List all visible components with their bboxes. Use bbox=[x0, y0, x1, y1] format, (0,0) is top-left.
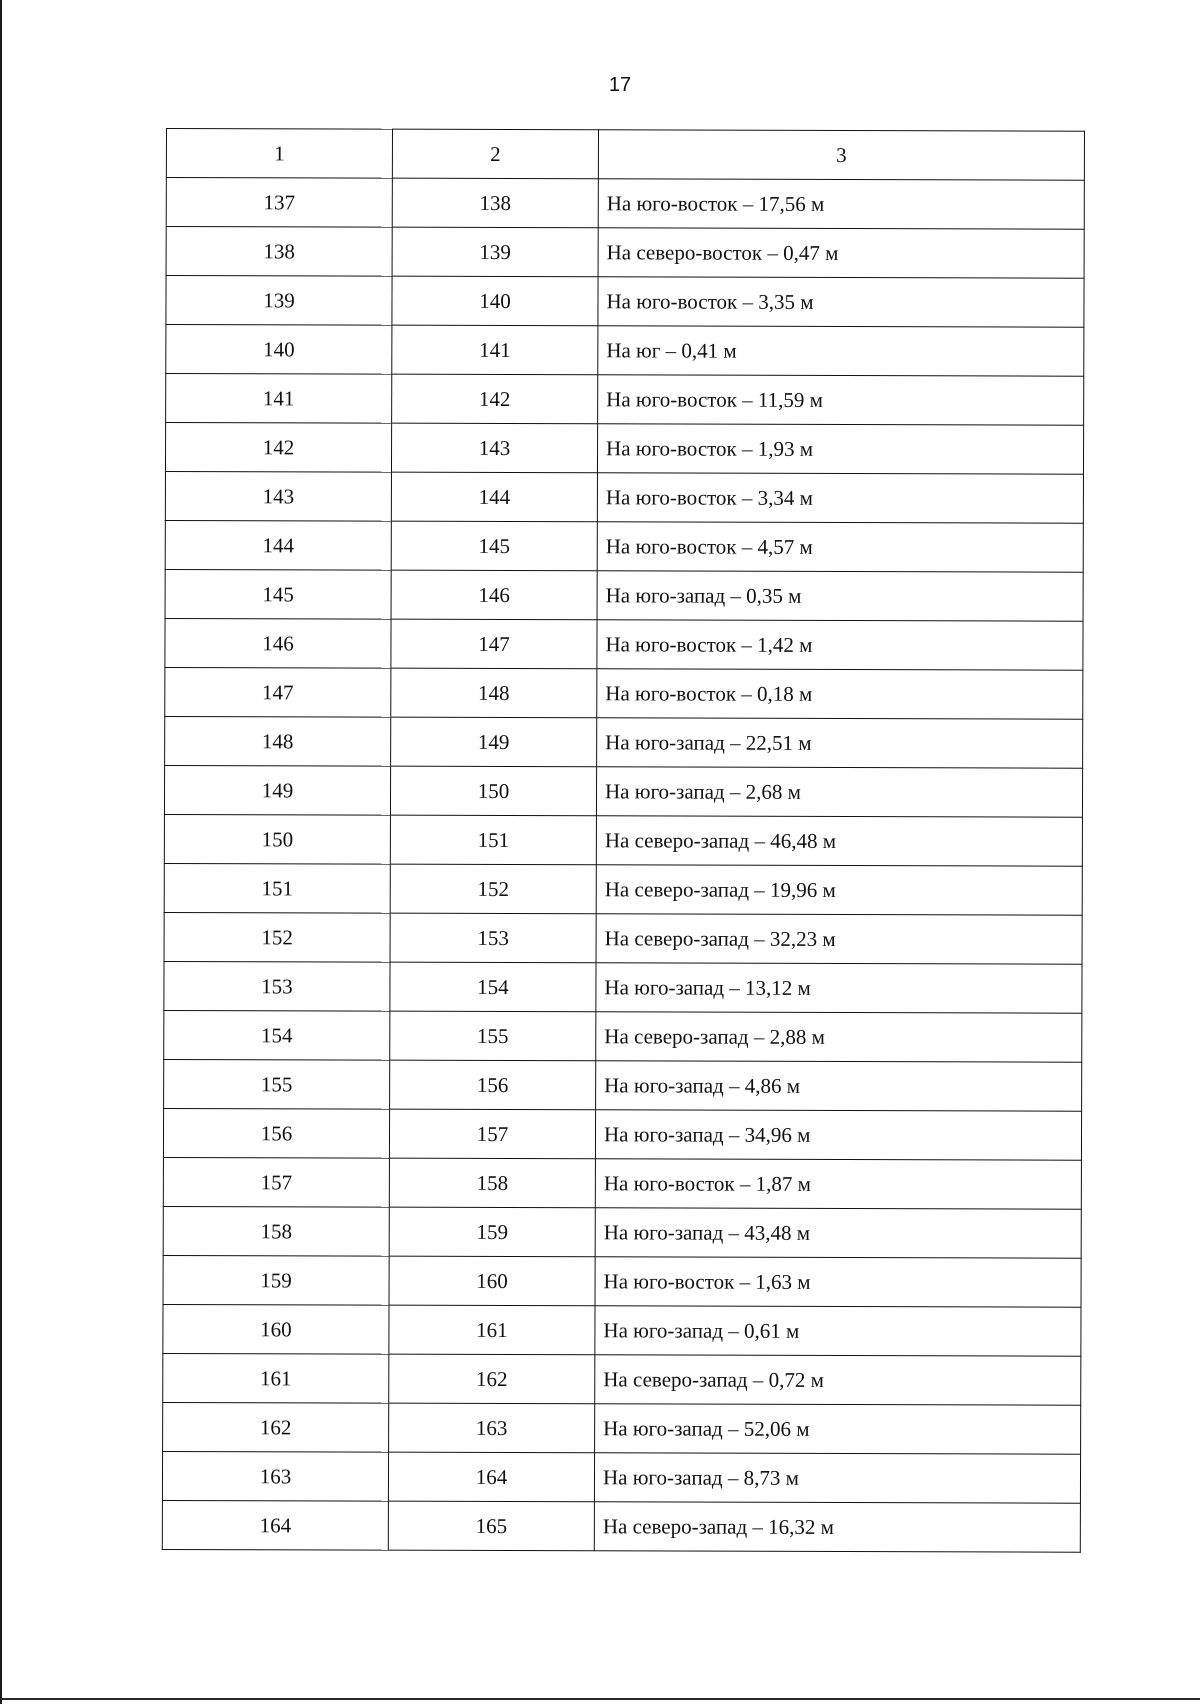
to-point-cell: 157 bbox=[389, 1109, 595, 1159]
direction-distance-cell: На юго-запад – 0,35 м bbox=[597, 571, 1083, 621]
direction-distance-cell: На юг – 0,41 м bbox=[598, 326, 1084, 376]
to-point-cell: 143 bbox=[391, 423, 597, 473]
to-point-cell: 146 bbox=[391, 570, 597, 620]
from-point-cell: 154 bbox=[164, 1010, 390, 1060]
table-row bbox=[166, 325, 1084, 377]
to-point-cell: 148 bbox=[391, 668, 597, 718]
from-point-cell: 145 bbox=[165, 569, 391, 619]
header-col-3: 3 bbox=[598, 130, 1084, 180]
table-row bbox=[163, 1157, 1081, 1209]
direction-distance-cell: На северо-запад – 32,23 м bbox=[596, 914, 1082, 964]
table-row bbox=[163, 1353, 1081, 1405]
from-point-cell: 149 bbox=[164, 765, 390, 815]
to-point-cell: 141 bbox=[392, 325, 598, 375]
table-row bbox=[164, 863, 1082, 915]
scan-edge-bottom bbox=[0, 1698, 1200, 1700]
direction-distance-cell: На юго-восток – 17,56 м bbox=[598, 179, 1084, 229]
from-point-cell: 138 bbox=[166, 227, 392, 277]
direction-distance-cell: На юго-запад – 13,12 м bbox=[596, 963, 1082, 1013]
to-point-cell: 149 bbox=[391, 717, 597, 767]
direction-distance-cell: На юго-восток – 1,93 м bbox=[597, 424, 1083, 474]
from-point-cell: 151 bbox=[164, 863, 390, 913]
from-point-cell: 140 bbox=[166, 325, 392, 375]
from-point-cell: 137 bbox=[166, 178, 392, 228]
to-point-cell: 144 bbox=[391, 472, 597, 522]
direction-distance-cell: На северо-запад – 46,48 м bbox=[596, 816, 1082, 866]
header-row bbox=[166, 129, 1084, 181]
table-row bbox=[163, 1304, 1081, 1356]
direction-distance-cell: На юго-запад – 4,86 м bbox=[596, 1061, 1082, 1111]
from-point-cell: 152 bbox=[164, 912, 390, 962]
header-col-1: 1 bbox=[166, 129, 392, 179]
to-point-cell: 153 bbox=[390, 913, 596, 963]
to-point-cell: 152 bbox=[390, 864, 596, 914]
to-point-cell: 145 bbox=[391, 521, 597, 571]
table-row bbox=[163, 1402, 1081, 1454]
table-row bbox=[165, 520, 1083, 572]
direction-distance-cell: На юго-запад – 52,06 м bbox=[595, 1404, 1081, 1454]
from-point-cell: 142 bbox=[165, 423, 391, 473]
to-point-cell: 159 bbox=[389, 1207, 595, 1257]
table-row bbox=[163, 1108, 1081, 1160]
from-point-cell: 141 bbox=[166, 374, 392, 424]
boundary-table bbox=[162, 128, 1085, 1553]
from-point-cell: 148 bbox=[165, 716, 391, 766]
table-row bbox=[164, 765, 1082, 817]
direction-distance-cell: На юго-запад – 43,48 м bbox=[595, 1208, 1081, 1258]
from-point-cell: 139 bbox=[166, 276, 392, 326]
to-point-cell: 160 bbox=[389, 1256, 595, 1306]
from-point-cell: 147 bbox=[165, 667, 391, 717]
page-number: 17 bbox=[608, 74, 632, 96]
direction-distance-cell: На северо-запад – 16,32 м bbox=[594, 1502, 1080, 1552]
direction-distance-cell: На юго-запад – 2,68 м bbox=[596, 767, 1082, 817]
table-row bbox=[164, 1010, 1082, 1062]
table-row bbox=[164, 814, 1082, 866]
to-point-cell: 156 bbox=[390, 1060, 596, 1110]
direction-distance-cell: На юго-запад – 0,61 м bbox=[595, 1306, 1081, 1356]
to-point-cell: 158 bbox=[389, 1158, 595, 1208]
direction-distance-cell: На северо-восток – 0,47 м bbox=[598, 228, 1084, 278]
from-point-cell: 158 bbox=[163, 1206, 389, 1256]
table-row bbox=[166, 276, 1084, 328]
table-row bbox=[163, 1255, 1081, 1307]
table-row bbox=[166, 227, 1084, 279]
table-row bbox=[165, 569, 1083, 621]
direction-distance-cell: На юго-восток – 1,63 м bbox=[595, 1257, 1081, 1307]
to-point-cell: 155 bbox=[390, 1011, 596, 1061]
table-row bbox=[165, 423, 1083, 475]
from-point-cell: 146 bbox=[165, 618, 391, 668]
table-row bbox=[162, 1500, 1080, 1552]
from-point-cell: 164 bbox=[162, 1500, 388, 1550]
to-point-cell: 147 bbox=[391, 619, 597, 669]
scan-edge-left bbox=[0, 0, 2, 1704]
direction-distance-cell: На северо-запад – 19,96 м bbox=[596, 865, 1082, 915]
table-row bbox=[165, 471, 1083, 523]
direction-distance-cell: На северо-запад – 2,88 м bbox=[596, 1012, 1082, 1062]
table-row bbox=[165, 667, 1083, 719]
header-col-2: 2 bbox=[392, 129, 598, 179]
direction-distance-cell: На юго-восток – 4,57 м bbox=[597, 522, 1083, 572]
from-point-cell: 144 bbox=[165, 520, 391, 570]
table-body bbox=[162, 178, 1084, 1553]
direction-distance-cell: На юго-восток – 11,59 м bbox=[598, 375, 1084, 425]
direction-distance-cell: На юго-восток – 3,34 м bbox=[597, 473, 1083, 523]
direction-distance-cell: На юго-запад – 34,96 м bbox=[595, 1110, 1081, 1160]
table-row bbox=[165, 716, 1083, 768]
to-point-cell: 161 bbox=[389, 1305, 595, 1355]
to-point-cell: 139 bbox=[392, 227, 598, 277]
from-point-cell: 160 bbox=[163, 1304, 389, 1354]
from-point-cell: 163 bbox=[162, 1451, 388, 1501]
to-point-cell: 164 bbox=[388, 1452, 594, 1502]
table-row bbox=[164, 912, 1082, 964]
table-row bbox=[164, 961, 1082, 1013]
from-point-cell: 162 bbox=[163, 1402, 389, 1452]
direction-distance-cell: На северо-запад – 0,72 м bbox=[595, 1355, 1081, 1405]
table-row bbox=[166, 374, 1084, 426]
to-point-cell: 138 bbox=[392, 178, 598, 228]
table-row bbox=[165, 618, 1083, 670]
to-point-cell: 162 bbox=[389, 1354, 595, 1404]
direction-distance-cell: На юго-восток – 1,42 м bbox=[597, 620, 1083, 670]
to-point-cell: 163 bbox=[389, 1403, 595, 1453]
direction-distance-cell: На юго-восток – 1,87 м bbox=[595, 1159, 1081, 1209]
direction-distance-cell: На юго-запад – 22,51 м bbox=[597, 718, 1083, 768]
from-point-cell: 153 bbox=[164, 961, 390, 1011]
table-row bbox=[163, 1206, 1081, 1258]
from-point-cell: 156 bbox=[163, 1108, 389, 1158]
table-row bbox=[162, 1451, 1080, 1503]
table-row bbox=[166, 178, 1084, 230]
direction-distance-cell: На юго-восток – 0,18 м bbox=[597, 669, 1083, 719]
from-point-cell: 161 bbox=[163, 1353, 389, 1403]
from-point-cell: 157 bbox=[163, 1157, 389, 1207]
from-point-cell: 150 bbox=[164, 814, 390, 864]
to-point-cell: 154 bbox=[390, 962, 596, 1012]
from-point-cell: 155 bbox=[164, 1059, 390, 1109]
to-point-cell: 151 bbox=[390, 815, 596, 865]
to-point-cell: 142 bbox=[392, 374, 598, 424]
direction-distance-cell: На юго-восток – 3,35 м bbox=[598, 277, 1084, 327]
from-point-cell: 143 bbox=[165, 471, 391, 521]
to-point-cell: 150 bbox=[390, 766, 596, 816]
to-point-cell: 165 bbox=[388, 1501, 594, 1551]
from-point-cell: 159 bbox=[163, 1255, 389, 1305]
to-point-cell: 140 bbox=[392, 276, 598, 326]
table-header bbox=[166, 129, 1084, 181]
direction-distance-cell: На юго-запад – 8,73 м bbox=[594, 1453, 1080, 1503]
table-row bbox=[164, 1059, 1082, 1111]
